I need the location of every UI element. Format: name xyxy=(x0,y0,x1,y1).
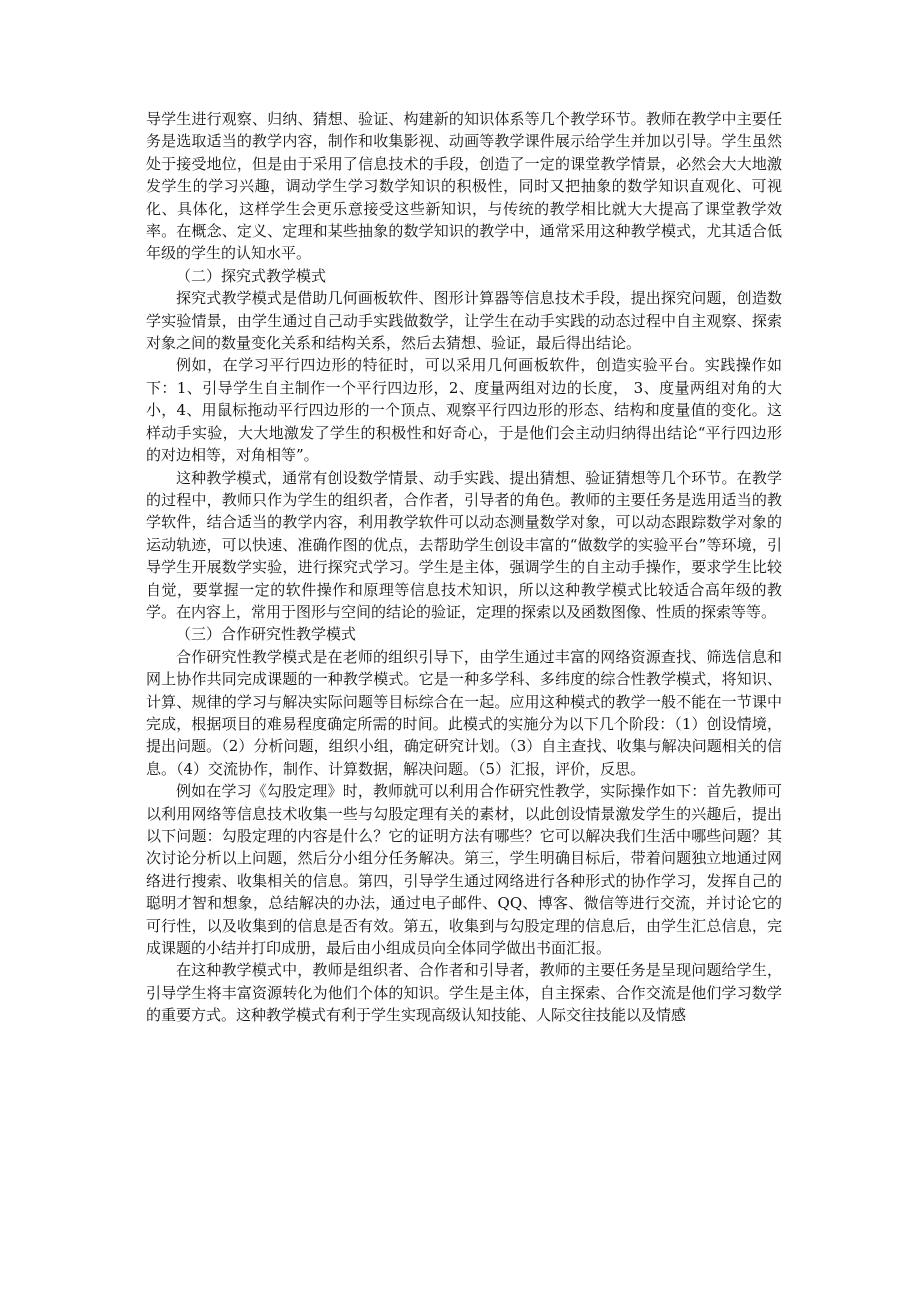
paragraph-inquiry-definition: 探究式教学模式是借助几何画板软件、图形计算器等信息技术手段，提出探究问题，创造数学实验情景，由学生通过自己动手实践做数学，让学生在动手实践的动态过程中自主观察、探索对象之间的数量变化关系和结构关系，然后去猜想、验证，最后得出结论。 xyxy=(146,289,782,353)
paragraph-inquiry-stages: 这种教学模式，通常有创设数学情景、动手实践、提出猜想、验证猜想等几个环节。在教学的过程中，教师只作为学生的组织者，合作者，引导者的角色。教师的主要任务是选用适当的教学软件，结合适当的教学内容，利用教学软件可以动态测量数学对象，可以动态跟踪数学对象的运动轨迹，可以快速、准确作图的优点，去帮助学生创设丰富的“做数学的实验平台”等环境，引导学生开展数学实验，进行探究式学习。学生是主体，强调学生的自主动手操作，要求学生比较自觉，要掌握一定的软件操作和原理等信息技术知识，所以这种教学模式比较适合高年级的教学。在内容上，常用于图形与空间的结论的验证，定理的探索以及函数图像、性质的探索等等。 xyxy=(146,468,782,621)
paragraph-intro-continuation: 导学生进行观察、归纳、猜想、验证、构建新的知识体系等几个教学环节。教师在教学中主要任务是选取适当的教学内容，制作和收集影视、动画等教学课件展示给学生并加以引导。学生虽然处于接受地位，但是由于采用了信息技术的手段，创造了一定的课堂教学情景，必然会大大地激发学生的学习兴趣，调动学生学习数学知识的积极性，同时又把抽象的数学知识直观化、可视化、具体化，这样学生会更乐意接受这些新知识，与传统的教学相比就大大提高了课堂教学效率。在概念、定义、定理和某些抽象的数学知识的教学中，通常采用这种教学模式，尤其适合低年级的学生的认知水平。 xyxy=(146,110,782,263)
paragraph-pythagorean-example: 例如在学习《勾股定理》时，教师就可以利用合作研究性教学，实际操作如下：首先教师可以利用网络等信息技术收集一些与勾股定理有关的素材，以此创设情景激发学生的兴趣后，提出以下问题：勾股定理的内容是什么？它的证明方法有哪些？它可以解决我们生活中哪些问题？其次讨论分析以上问题，然后分小组分任务解决。第三，学生明确目标后，带着问题独立地通过网络进行搜索、收集相关的信息。第四，引导学生通过网络进行各种形式的协作学习，发挥自己的聪明才智和想象，总结解决的办法，通过电子邮件、QQ、博客、微信等进行交流，并讨论它的可行性，以及收集到的信息是否有效。第五，收集到与勾股定理的信息后，由学生汇总信息，完成课题的小结并打印成册，最后由小组成员向全体同学做出书面汇报。 xyxy=(146,782,782,958)
document-body xyxy=(146,108,782,1027)
section-heading-inquiry-mode: （二）探究式教学模式 xyxy=(176,266,327,285)
paragraph-cooperative-definition: 合作研究性教学模式是在老师的组织引导下，由学生通过丰富的网络资源查找、筛选信息和网上协作共同完成课题的一种教学模式。它是一种多学科、多纬度的综合性教学模式，将知识、计算、规律的学习与解决实际问题等目标综合在一起。应用这种模式的教学一般不能在一节课中完成，根据项目的难易程度确定所需的时间。此模式的实施分为以下几个阶段：（1）创设情境，提出问题。（2）分析问题，组织小组，确定研究计划。（3）自主查找、收集与解决问题相关的信息。（4）交流协作，制作、计算数据，解决问题。（5）汇报，评价，反思。 xyxy=(146,647,782,778)
section-heading-cooperative-mode: （三）合作研究性教学模式 xyxy=(176,625,357,644)
paragraph-cooperative-roles: 在这种教学模式中，教师是组织者、合作者和引导者，教师的主要任务是呈现问题给学生，引导学生将丰富资源转化为他们个体的知识。学生是主体，自主探索、合作交流是他们学习数学的重要方式。这种教学模式有利于学生实现高级认知技能、人际交往技能以及情感 xyxy=(146,961,782,1025)
paragraph-parallelogram-example: 例如，在学习平行四边形的特征时，可以采用几何画板软件，创造实验平台。实践操作如下：1、引导学生自主制作一个平行四边形，2、度量两组对边的长度， 3、度量两组对角的大小，4、用鼠标拖动平行四边形的一个顶点、观察平行四边形的形态、结构和度量值的变化。这样动手实验，大大地激发了学生的积极性和好奇心，于是他们会主动归纳得出结论“平行四边形的对边相等，对角相等”。 xyxy=(146,356,782,465)
